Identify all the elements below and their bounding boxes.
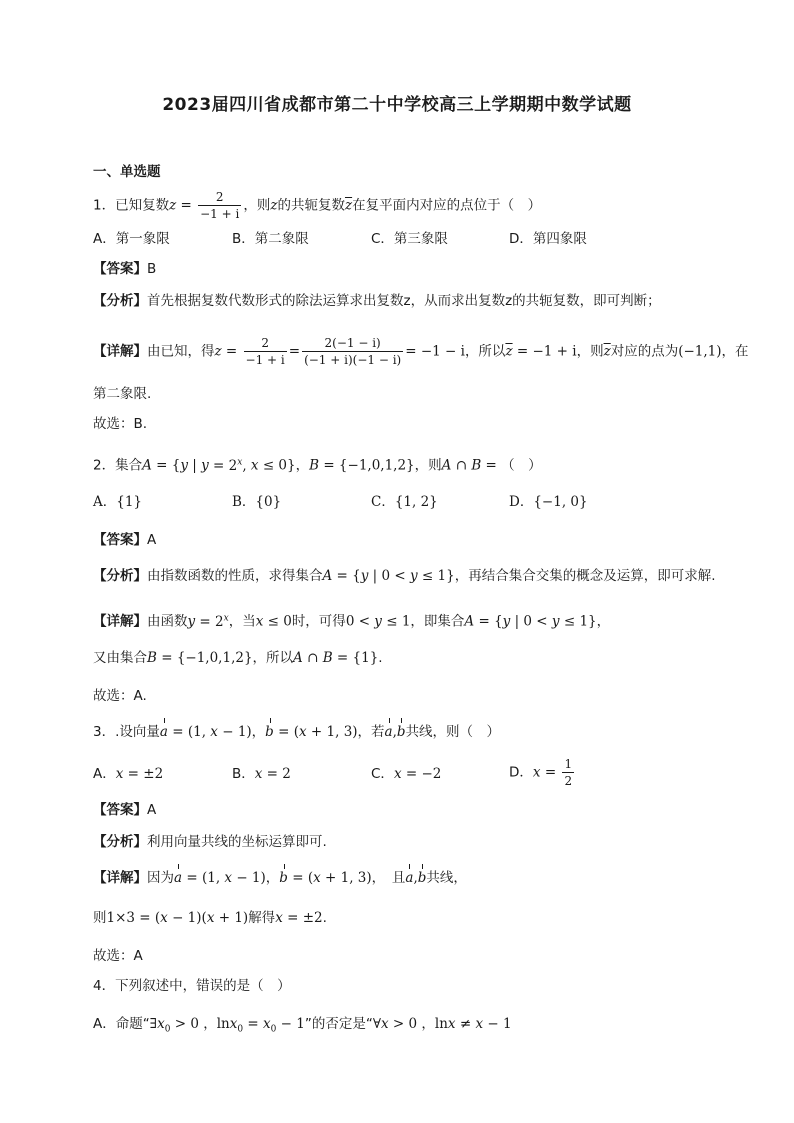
question-1-option-c: C．第三象限 <box>371 231 448 247</box>
question-4-option-a: A．命题“$\exists x_0 > 0$ ，$\ln x_0 = x_0 - 1$”的否定是“∀x > 0 ，lnx ≠ x − 1 <box>93 1016 512 1035</box>
question-2-option-d: D．{−1, 0} <box>509 494 588 510</box>
question-2-option-a: A．{1} <box>93 494 143 510</box>
question-2-detail-line2: 又由集合B = {−1,0,1,2}，所以A ∩ B = {1}. <box>93 650 383 666</box>
question-1-option-d: D．第四象限 <box>509 231 587 247</box>
question-2-analysis: 【分析】由指数函数的性质，求得集合A = {y | 0 < y ≤ 1}，再结合集合交集的概念及运算，即可求解. <box>93 568 716 584</box>
question-2-stem: 2．集合A = {y | $y = 2^x$, x ≤ 0}，B = {−1,0,1,2}，则A ∩ B = （ ） <box>93 457 542 474</box>
question-3-option-a: A．x = ±2 <box>93 766 164 782</box>
question-3-option-c: C．x = −2 <box>371 766 442 782</box>
question-2-detail: 【详解】由函数$y = 2^x$，当x ≤ 0时，可得0 < y ≤ 1，即集合A = {y | 0 < y ≤ 1}， <box>93 613 611 630</box>
question-1-detail-line2: 第二象限. <box>93 386 152 402</box>
question-1-answer: 【答案】B <box>93 261 157 277</box>
page-title: 2023届四川省成都市第二十中学校高三上学期期中数学试题 <box>162 95 632 115</box>
question-1-conclusion: 故选：B. <box>93 416 148 432</box>
question-3-detail: 【详解】因为a = (1, x − 1)，b = (x + 1, 3)， 且a,b共线， <box>93 870 467 886</box>
question-2-conclusion: 故选：A. <box>93 688 147 704</box>
question-3-conclusion: 故选：A <box>93 948 143 964</box>
question-2-answer: 【答案】A <box>93 532 157 548</box>
question-3-answer: 【答案】A <box>93 802 157 818</box>
question-1-stem: 1．已知复数z = $\frac{2}{-1 + i}$ ，则z的共轭复数$\overline{z}$在复平面内对应的点位于（ ） <box>93 190 542 221</box>
question-3-option-b: B．x = 2 <box>232 766 291 782</box>
question-1-detail: 【详解】由已知，得z = $\frac{2}{-1 + i}$ = $\frac{2(-1 - i)}{(-1 + i)(-1 - i)}$ = −1 − i，所以$\overline{z} = -1 + i$，则$\overline{z}$对应的点为(−1,1)，在 <box>93 336 749 367</box>
question-2-option-c: C．{1, 2} <box>371 494 438 510</box>
question-2-option-b: B．{0} <box>232 494 282 510</box>
question-3-option-d: D．x = $\frac{1}{2}$ <box>509 757 573 788</box>
section-heading: 一、单选题 <box>93 164 161 180</box>
question-4-stem: 4．下列叙述中，错误的是（ ） <box>93 978 291 994</box>
question-1-option-b: B．第二象限 <box>232 231 309 247</box>
question-1-analysis: 【分析】首先根据复数代数形式的除法运算求出复数z，从而求出复数z的共轭复数，即可判断； <box>93 293 661 309</box>
question-3-detail-line2: 则1×3 = (x − 1)(x + 1)解得x = ±2. <box>93 910 327 926</box>
question-3-analysis: 【分析】利用向量共线的坐标运算即可. <box>93 834 327 850</box>
question-3-stem: 3．.设向量a = (1, x − 1)，b = (x + 1, 3)，若a,b共线，则（ ） <box>93 724 501 740</box>
question-1-option-a: A．第一象限 <box>93 231 170 247</box>
